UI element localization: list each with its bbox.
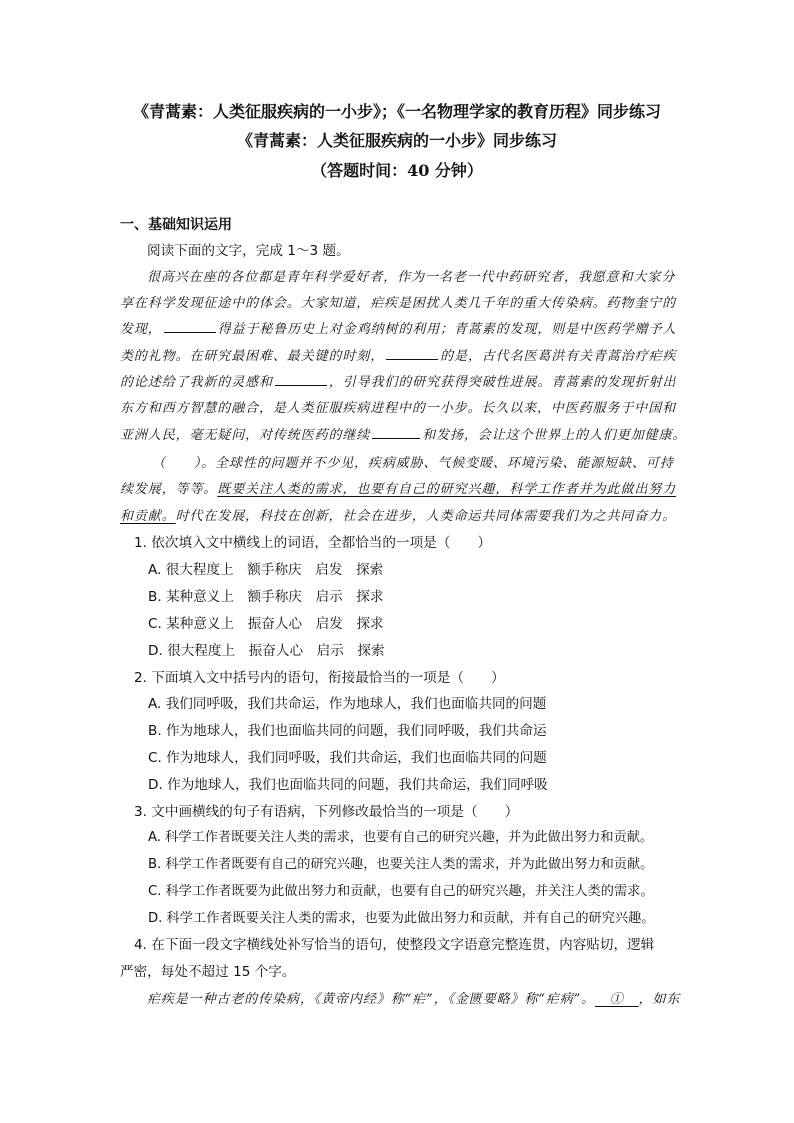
question-4-passage bbox=[147, 988, 680, 1007]
question-2-option-d[interactable]: D. 作为地球人，我们也面临共同的问题，我们共命运，我们同呼吸 bbox=[148, 777, 548, 793]
reading-instruction: 阅读下面的文字，完成 1～3 题。 bbox=[147, 243, 350, 259]
question-2-stem: 2. 下面填入文中括号内的语句，衔接最恰当的一项是（ ） bbox=[134, 670, 505, 686]
question-4-stem: 4. 在下面一段文字横线处补写恰当的语句，使整段文字语意完整连贯，内容贴切，逻辑 bbox=[134, 937, 655, 953]
document-subtitle: 《青蒿素：人类征服疾病的一小步》同步练习 bbox=[236, 131, 557, 150]
passage-text: 疟疾是一种古老的传染病，《黄帝内经》称“疟”，《金匮要略》称“疟病”。 bbox=[147, 992, 596, 1007]
passage-line bbox=[152, 452, 674, 471]
passage-text: 亚洲人民，毫无疑问，对传统医药的继续 bbox=[120, 428, 371, 443]
fill-blank bbox=[275, 372, 327, 386]
passage-text: 全球性的问题并不少见，疾病威胁、气候变暖、环境污染、能源短缺、可持 bbox=[215, 456, 674, 471]
passage-line bbox=[120, 345, 676, 364]
underlined-sentence: 和贡献。 bbox=[120, 509, 176, 524]
question-2-option-a[interactable]: A. 我们同呼吸，我们共命运，作为地球人，我们也面临共同的问题 bbox=[148, 696, 547, 712]
question-3-stem: 3. 文中画横线的句子有语病，下列修改最恰当的一项是（ ） bbox=[134, 804, 519, 820]
passage-line bbox=[120, 478, 676, 497]
question-2-option-b[interactable]: B. 作为地球人，我们也面临共同的问题，我们同呼吸，我们共命运 bbox=[148, 723, 547, 739]
question-2-option-c[interactable]: C. 作为地球人，我们同呼吸，我们共命运，我们也面临共同的问题 bbox=[148, 750, 547, 766]
question-3-option-d[interactable]: D. 科学工作者既要关注人类的需求，也要为此做出努力和贡献，并有自己的研究兴趣。 bbox=[148, 911, 655, 926]
document-title: 《青蒿素：人类征服疾病的一小步》；《一名物理学家的教育历程》同步练习 bbox=[132, 102, 661, 121]
passage-text: 发现， bbox=[120, 322, 162, 337]
passage-line: 东方和西方智慧的融合，是人类征服疾病进程中的一小步。长久以来，中医药服务于中国和 bbox=[120, 401, 677, 416]
answer-blank-1[interactable] bbox=[595, 992, 639, 1007]
fill-blank bbox=[164, 319, 216, 333]
passage-text: 和发扬，会让这个世界上的人们更加健康。 bbox=[422, 428, 687, 443]
question-4-stem-cont: 严密，每处不超过 15 个字。 bbox=[120, 964, 296, 980]
question-3-option-b[interactable]: B. 科学工作者既要有自己的研究兴趣，也要关注人类的需求，并为此做出努力和贡献。 bbox=[148, 857, 654, 872]
passage-line bbox=[120, 505, 676, 524]
passage-text: ，如东 bbox=[638, 992, 681, 1007]
passage-line: 享在科学发现征途中的体会。大家知道，疟疾是困扰人类几千年的重大传染病。药物奎宁的 bbox=[120, 296, 677, 311]
blank-number-label: ① bbox=[609, 992, 624, 1007]
underlined-sentence: 既要关注人类的需求，也要有自己的研究兴趣，科学工作者并为此做出努力 bbox=[217, 482, 677, 497]
passage-line bbox=[120, 371, 676, 390]
passage-text: 续发展，等等。 bbox=[120, 482, 218, 497]
question-1-option-d[interactable]: D. 很大程度上 振奋人心 启示 探索 bbox=[148, 643, 385, 659]
passage-text: 的论述给了我新的灵感和 bbox=[120, 375, 273, 390]
passage-text: 得益于秘鲁历史上对金鸡纳树的利用；青蒿素的发现，则是中医药学赠予人 bbox=[217, 322, 677, 337]
passage-text: 类的礼物。在研究最困难、最关键的时刻， bbox=[120, 349, 385, 364]
passage-line bbox=[120, 424, 686, 443]
question-1-stem: 1. 依次填入文中横线上的词语，全都恰当的一项是（ ） bbox=[134, 535, 492, 551]
passage-text: 时代在发展，科技在创新，社会在进步，人类命运共同体需要我们为之共同奋力。 bbox=[175, 509, 677, 524]
fill-blank bbox=[372, 425, 420, 439]
question-3-option-c[interactable]: C. 科学工作者既要为此做出努力和贡献，也要有自己的研究兴趣，并关注人类的需求。 bbox=[148, 884, 654, 899]
section-heading: 一、基础知识运用 bbox=[120, 217, 232, 233]
question-1-option-a[interactable]: A. 很大程度上 额手称庆 启发 探索 bbox=[148, 562, 384, 578]
fill-blank bbox=[386, 346, 438, 360]
question-1-option-b[interactable]: B. 某种意义上 额手称庆 启示 探求 bbox=[148, 589, 384, 605]
bracket-blank: （ ）。 bbox=[152, 456, 216, 471]
question-3-option-a[interactable]: A. 科学工作者既要关注人类的需求，也要有自己的研究兴趣，并为此做出努力和贡献。 bbox=[148, 830, 654, 845]
passage-line bbox=[120, 318, 676, 337]
passage-text: ，引导我们的研究获得突破性进展。青蒿素的发现折射出 bbox=[328, 375, 677, 390]
question-1-option-c[interactable]: C. 某种意义上 振奋人心 启发 探求 bbox=[148, 616, 384, 632]
answer-time-note: （答题时间：40 分钟） bbox=[311, 161, 483, 180]
passage-text: 的是，古代名医葛洪有关青蒿治疗疟疾 bbox=[440, 349, 677, 364]
passage-line: 很高兴在座的各位都是青年科学爱好者，作为一名老一代中药研究者，我愿意和大家分 bbox=[147, 270, 676, 285]
